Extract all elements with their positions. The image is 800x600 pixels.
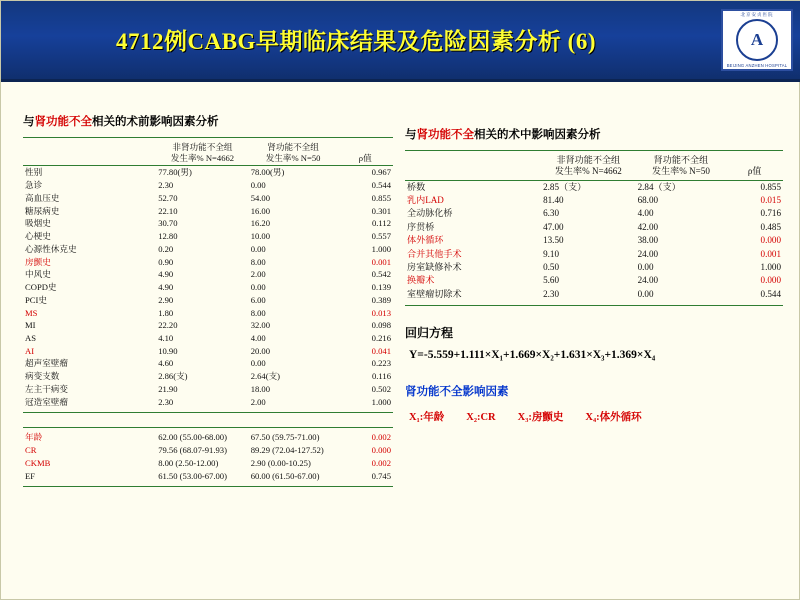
- row-value-g1: 62.00 (55.00-68.00): [158, 432, 227, 443]
- table-row: [405, 248, 783, 261]
- table-row: [23, 383, 393, 396]
- table-row: [405, 274, 783, 287]
- row-label: AS: [25, 333, 36, 344]
- row-label: EF: [25, 470, 36, 481]
- right-col-group1-l2: 发生率% N=4662: [554, 166, 622, 177]
- row-value-p: 0.139: [371, 282, 391, 293]
- right-col-group2-l2: 发生率% N=50: [651, 166, 710, 177]
- table-row: [23, 243, 393, 256]
- row-value-p: 0.000: [760, 235, 781, 246]
- row-label: 房室缺修补术: [407, 261, 462, 272]
- row-value-g2: 24.00: [637, 275, 659, 286]
- left-preop-table: [23, 141, 393, 408]
- row-value-p: 0.544: [760, 288, 781, 299]
- row-value-p: 0.967: [371, 167, 391, 178]
- table-row: [405, 207, 783, 220]
- right-section-title: [405, 126, 783, 142]
- left-table-wrap: [23, 137, 393, 413]
- right-column: [405, 126, 783, 424]
- table-row: [405, 180, 783, 194]
- row-value-g1: 21.90: [158, 383, 178, 394]
- row-label: 合并其他手术: [407, 248, 462, 259]
- row-value-p: 0.716: [760, 208, 781, 219]
- row-label: 换瓣术: [407, 275, 435, 286]
- table-row: [405, 221, 783, 234]
- row-value-g1: 2.30: [158, 180, 174, 191]
- left-col-group1: [156, 141, 249, 166]
- table-row: [23, 179, 393, 192]
- row-label: 乳内LAD: [407, 195, 444, 206]
- row-value-p: 0.000: [371, 445, 391, 456]
- row-value-g1: 4.10: [158, 333, 174, 344]
- row-value-g2: 18.00: [250, 383, 271, 394]
- table-row: [23, 205, 393, 218]
- row-value-p: 0.001: [760, 248, 781, 259]
- left-section-title: [23, 113, 393, 129]
- table-row: [23, 357, 393, 370]
- row-label: 糖尿病史: [25, 205, 60, 216]
- right-table-body: [405, 180, 783, 301]
- right-col-group2-l1: 肾功能不全组: [653, 155, 709, 165]
- table-row: [23, 319, 393, 332]
- regression-title: 回归方程: [405, 325, 454, 340]
- row-value-g1: 4.90: [158, 282, 174, 293]
- table-row: [405, 194, 783, 207]
- row-value-g2: 10.00: [250, 231, 271, 242]
- row-label: 桥数: [407, 181, 426, 192]
- row-value-g2: 24.00: [637, 248, 659, 259]
- row-label: MS: [25, 307, 38, 318]
- row-label: 全动脉化桥: [407, 208, 453, 219]
- right-table-head: [405, 154, 783, 180]
- right-title-pre: 与: [405, 129, 417, 141]
- table-row: [23, 217, 393, 230]
- row-value-p: 0.745: [371, 470, 391, 481]
- row-value-g2: 2.00: [250, 269, 266, 280]
- right-title-post: 相关的术中影响因素分析: [474, 129, 601, 141]
- row-value-g2: 2.00: [250, 396, 266, 407]
- row-value-g1: 6.30: [543, 208, 559, 219]
- row-value-g2: 32.00: [250, 320, 271, 331]
- left-col-p: ρ值: [358, 152, 372, 163]
- row-value-p: 0.002: [371, 432, 391, 443]
- row-label: CR: [25, 445, 37, 456]
- row-value-g2: 0.00: [250, 243, 266, 254]
- row-value-g1: 52.70: [158, 192, 178, 203]
- row-label: 冠造室壁瘤: [25, 396, 68, 407]
- table-row: [23, 230, 393, 243]
- row-value-g2: 6.00: [250, 294, 266, 305]
- table-row: [23, 457, 393, 470]
- table-row: [23, 166, 393, 179]
- table-row: [23, 345, 393, 358]
- row-label: 年龄: [25, 432, 43, 443]
- row-label: 体外循环: [407, 235, 444, 246]
- right-intraop-table: [405, 154, 783, 301]
- row-value-g1: 0.20: [158, 243, 174, 254]
- row-value-g1: 22.20: [158, 320, 178, 331]
- row-value-g1: 2.86(支): [158, 371, 188, 382]
- row-value-g2: 2.90 (0.00-10.25): [250, 457, 311, 468]
- table-row: [23, 281, 393, 294]
- table-row: [23, 294, 393, 307]
- row-value-g1: 47.00: [543, 221, 564, 232]
- left-col-group2-l2: 发生率% N=50: [265, 152, 321, 163]
- right-title-highlight: 肾功能不全: [416, 129, 474, 141]
- row-value-g1: 2.85（支）: [543, 181, 587, 192]
- row-value-p: 0.485: [760, 221, 781, 232]
- row-label: 超声室壁瘤: [25, 358, 68, 369]
- row-value-p: 0.116: [371, 371, 391, 382]
- row-value-p: 0.001: [371, 256, 391, 267]
- row-value-g2: 68.00: [637, 195, 659, 206]
- row-value-p: 0.389: [371, 294, 391, 305]
- row-label: CKMB: [25, 457, 51, 468]
- table-row: [23, 268, 393, 281]
- left-title-post: 相关的术前影响因素分析: [92, 116, 219, 128]
- left-column: [23, 113, 393, 487]
- row-value-g2: 8.00: [250, 307, 266, 318]
- row-value-g2: 54.00: [250, 192, 271, 203]
- row-value-g1: 13.50: [543, 235, 564, 246]
- row-value-g1: 81.40: [543, 195, 564, 206]
- row-value-p: 0.112: [371, 218, 391, 229]
- row-value-p: 0.223: [371, 358, 391, 369]
- row-value-g2: 16.20: [250, 218, 271, 229]
- row-value-p: 0.544: [371, 180, 391, 191]
- row-value-p: 1.000: [760, 261, 781, 272]
- hospital-logo: [721, 9, 793, 71]
- row-value-g2: 0.00: [637, 288, 654, 299]
- factor-item: X₄:体外循环: [585, 411, 642, 423]
- table-row: [405, 288, 783, 301]
- table-row: [23, 256, 393, 269]
- row-value-p: 0.015: [760, 195, 781, 206]
- row-label: AI: [25, 345, 35, 356]
- row-value-g2: 0.00: [250, 282, 266, 293]
- row-value-g1: 77.80(男): [158, 167, 192, 178]
- logo-mark-icon: A: [736, 19, 778, 61]
- row-label: 病变支数: [25, 371, 60, 382]
- table-row: [405, 261, 783, 274]
- row-value-g1: 61.50 (53.00-67.00): [158, 470, 227, 481]
- left-col-group2: [249, 141, 338, 166]
- row-value-g2: 60.00 (61.50-67.00): [250, 470, 320, 481]
- row-value-g2: 42.00: [637, 221, 659, 232]
- row-value-g2: 67.50 (59.75-71.00): [250, 432, 320, 443]
- left-table-head: [23, 141, 393, 166]
- row-value-g2: 0.00: [637, 261, 654, 272]
- row-value-p: 0.855: [760, 181, 781, 192]
- table-row: [23, 431, 393, 444]
- row-value-p: 0.502: [371, 383, 391, 394]
- row-label: COPD史: [25, 282, 57, 293]
- row-value-g2: 20.00: [250, 345, 271, 356]
- factor-item: X₁:年龄: [409, 411, 445, 423]
- row-value-g1: 30.70: [158, 218, 178, 229]
- left-title-highlight: 肾功能不全: [34, 116, 92, 128]
- left-table2-body: [23, 431, 393, 482]
- left-continuous-table: [23, 431, 393, 482]
- logo-top-caption: 北京安贞医院: [740, 12, 774, 17]
- row-value-g2: 8.00: [250, 256, 266, 267]
- row-value-p: 0.000: [760, 275, 781, 286]
- factors-title: 肾功能不全影响因素: [405, 385, 509, 398]
- left-table2-wrap: [23, 427, 393, 487]
- table-row: [23, 192, 393, 205]
- factor-item: X₂:CR: [466, 411, 496, 423]
- table-row: [23, 470, 393, 483]
- table-row: [23, 332, 393, 345]
- row-value-g1: 9.10: [543, 248, 559, 259]
- row-value-g2: 4.00: [250, 333, 266, 344]
- right-header-row: [405, 154, 783, 180]
- row-label: 心梗史: [25, 231, 51, 242]
- row-value-p: 0.002: [371, 457, 391, 468]
- row-value-p: 0.013: [371, 307, 391, 318]
- left-col-group2-l1: 肾功能不全组: [267, 142, 319, 152]
- row-value-g1: 12.80: [158, 231, 178, 242]
- right-table-wrap: [405, 150, 783, 306]
- row-label: 急诊: [25, 180, 43, 191]
- row-value-g1: 4.90: [158, 269, 174, 280]
- row-label: 高血压史: [25, 192, 60, 203]
- row-value-p: 0.098: [371, 320, 391, 331]
- left-col-group1-l1: 非肾功能不全组: [172, 142, 233, 152]
- table-row: [23, 370, 393, 383]
- row-value-g2: 0.00: [250, 180, 266, 191]
- row-label: 左主干病变: [25, 383, 68, 394]
- row-label: 房颤史: [25, 256, 51, 267]
- row-value-g1: 4.60: [158, 358, 174, 369]
- row-value-g2: 38.00: [637, 235, 659, 246]
- row-value-g2: 78.00(男): [250, 167, 285, 178]
- row-value-p: 0.542: [371, 269, 391, 280]
- table-row: [405, 234, 783, 247]
- row-value-p: 1.000: [371, 243, 391, 254]
- right-col-group1: [541, 154, 636, 180]
- row-value-g1: 2.90: [158, 294, 174, 305]
- right-col-p: ρ值: [747, 166, 762, 177]
- regression-equation: Y=-5.559+1.111×X₁+1.669×X₂+1.631×X₃+1.369×X₄: [409, 348, 656, 361]
- factor-item: X₃:房颤史: [517, 411, 564, 423]
- row-value-g2: 0.00: [250, 358, 266, 369]
- row-value-g1: 8.00 (2.50-12.00): [158, 457, 219, 468]
- row-value-p: 0.557: [371, 231, 391, 242]
- row-value-g1: 1.80: [158, 307, 174, 318]
- right-col-group2: [636, 154, 727, 180]
- row-label: MI: [25, 320, 36, 331]
- row-value-g2: 89.29 (72.04-127.52): [250, 445, 324, 456]
- factors-list: [409, 409, 783, 424]
- table-row: [23, 307, 393, 320]
- row-value-p: 0.301: [371, 205, 391, 216]
- left-header-row: [23, 141, 393, 166]
- left-col-name: [23, 141, 156, 166]
- title-bar: [1, 1, 800, 82]
- row-value-g1: 2.30: [158, 396, 174, 407]
- row-value-g1: 10.90: [158, 345, 178, 356]
- logo-caption: BEIJING ANZHEN HOSPITAL: [726, 63, 788, 68]
- row-value-g2: 16.00: [250, 205, 271, 216]
- row-value-g2: 2.84（支）: [637, 181, 681, 192]
- row-label: 性别: [25, 167, 43, 178]
- row-label: 中风史: [25, 269, 51, 280]
- row-value-p: 0.216: [371, 333, 391, 344]
- row-label: 室壁瘤切除术: [407, 288, 462, 299]
- row-value-g1: 22.10: [158, 205, 178, 216]
- left-title-pre: 与: [23, 116, 35, 128]
- row-value-g1: 5.60: [543, 275, 559, 286]
- row-value-g2: 2.64(支): [250, 371, 281, 382]
- right-col-group1-l1: 非肾功能不全组: [556, 155, 621, 165]
- table-row: [23, 396, 393, 409]
- row-label: 吸烟史: [25, 218, 51, 229]
- page-title: 4712例CABG早期临床结果及危险因素分析 (6): [115, 29, 597, 54]
- row-value-p: 0.041: [371, 345, 391, 356]
- row-label: 心源性休克史: [25, 243, 77, 254]
- row-value-g1: 79.56 (68.07-91.93): [158, 445, 227, 456]
- row-value-p: 1.000: [371, 396, 391, 407]
- right-col-name: [405, 154, 541, 180]
- row-value-g2: 4.00: [637, 208, 654, 219]
- row-value-g1: 0.90: [158, 256, 174, 267]
- row-label: PCI史: [25, 294, 47, 305]
- left-table-body: [23, 166, 393, 408]
- table-row: [23, 444, 393, 457]
- row-value-g1: 0.50: [543, 261, 559, 272]
- row-value-p: 0.855: [371, 192, 391, 203]
- row-value-g1: 2.30: [543, 288, 559, 299]
- row-label: 序贯桥: [407, 221, 435, 232]
- left-col-group1-l2: 发生率% N=4662: [170, 152, 235, 163]
